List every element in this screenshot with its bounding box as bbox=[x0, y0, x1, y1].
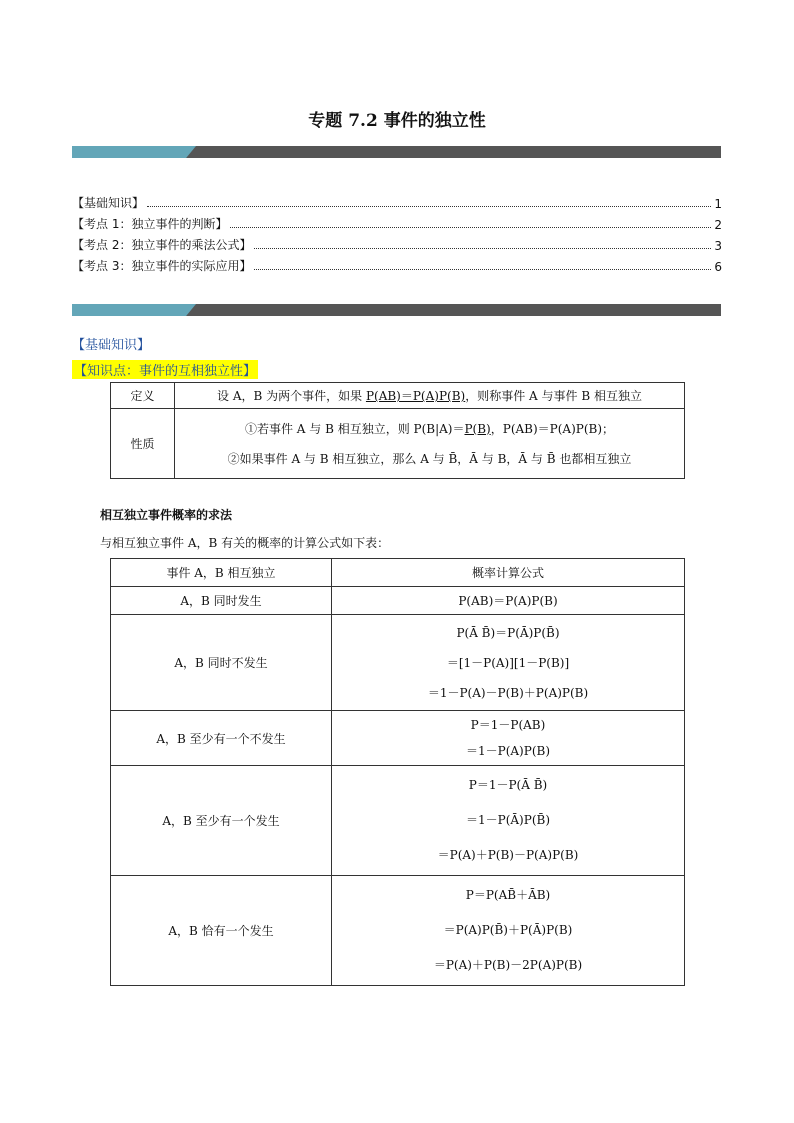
header-formula: 概率计算公式 bbox=[332, 559, 685, 587]
toc-item[interactable]: 【考点 1：独立事件的判断】 2 bbox=[72, 217, 722, 232]
knowledge-point-heading: 【知识点：事件的互相独立性】 bbox=[72, 360, 258, 379]
section-heading: 【基础知识】 bbox=[72, 338, 151, 353]
definition-label: 定义 bbox=[111, 383, 175, 409]
caption-formula-intro: 与相互独立事件 A，B 有关的概率的计算公式如下表： bbox=[100, 536, 390, 550]
table-row: A，B 恰有一个发生 P＝P(AB̄＋ĀB) ＝P(A)P(B̄)＋P(Ā)P(B) ＝P(A)＋P(B)－2P(A)P(B) bbox=[111, 876, 685, 986]
definition-text: 设 A，B 为两个事件，如果 P(AB)＝P(A)P(B)，则称事件 A 与事件 B 相互独立 bbox=[175, 383, 685, 409]
probability-formula-table bbox=[110, 558, 685, 986]
table-row: A，B 至少有一个发生 P＝1－P(Ā B̄) ＝1－P(Ā)P(B̄) ＝P(A)＋P(B)－P(A)P(B) bbox=[111, 766, 685, 876]
caption-method: 相互独立事件概率的求法 bbox=[100, 508, 233, 522]
section-divider-bar bbox=[72, 304, 721, 316]
table-row: A，B 同时发生 P(AB)＝P(A)P(B) bbox=[111, 587, 685, 615]
toc-item[interactable]: 【考点 2：独立事件的乘法公式】 3 bbox=[72, 238, 722, 253]
table-row: A，B 同时不发生 P(Ā B̄)＝P(Ā)P(B̄) ＝[1－P(A)][1－P(B)] ＝1－P(A)－P(B)＋P(A)P(B) bbox=[111, 615, 685, 711]
table-of-contents bbox=[72, 190, 722, 274]
header-event: 事件 A，B 相互独立 bbox=[111, 559, 332, 587]
header-divider-bar bbox=[72, 146, 721, 158]
property-text: ①若事件 A 与 B 相互独立，则 P(B|A)＝P(B)，P(AB)＝P(A)P(B)； ②如果事件 A 与 B 相互独立，那么 A 与 B̄，Ā 与 B，Ā 与 B̄ 也都相互独立 bbox=[175, 409, 685, 479]
definition-table bbox=[110, 382, 685, 479]
property-label: 性质 bbox=[111, 409, 175, 479]
table-row: A，B 至少有一个不发生 P＝1－P(AB) ＝1－P(A)P(B) bbox=[111, 711, 685, 766]
page-title: 专题 7.2 事件的独立性 bbox=[308, 111, 486, 131]
toc-item[interactable]: 【基础知识】 1 bbox=[72, 196, 722, 211]
toc-item[interactable]: 【考点 3：独立事件的实际应用】 6 bbox=[72, 259, 722, 274]
